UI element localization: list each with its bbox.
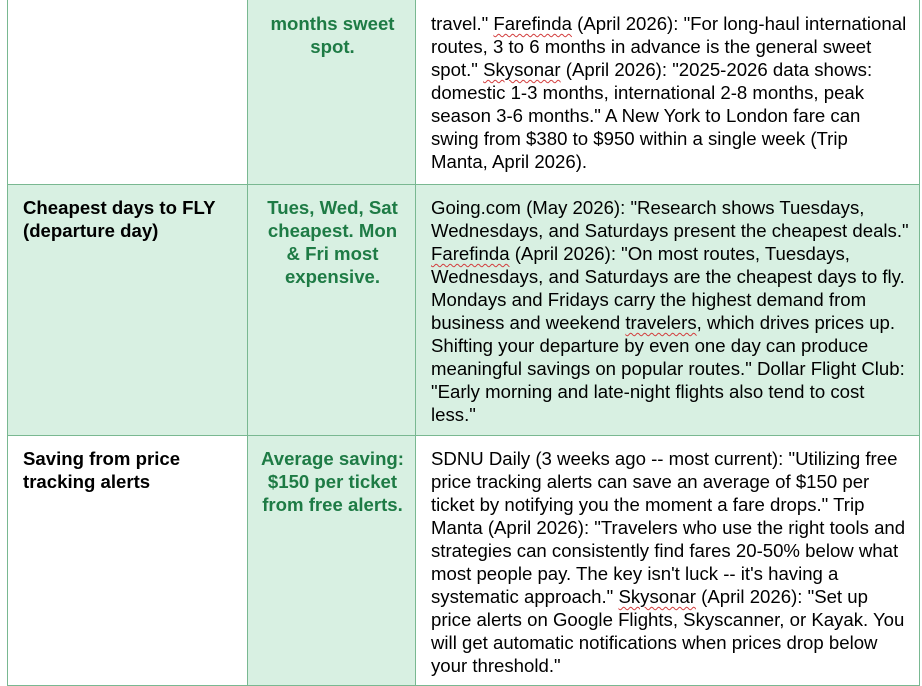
misspelled-word: Skysonar (483, 59, 561, 80)
row-label-cell (8, 0, 248, 185)
table-row (8, 0, 920, 185)
evidence-cell (416, 436, 920, 686)
evidence-text: Going.com (May 2026): "Research shows Tuesdays, Wednesdays, and Saturdays present the cheapest deals." (431, 197, 909, 241)
row-label-cell: Saving from price tracking alerts (8, 436, 248, 686)
evidence-text: (April 2026): "2025-2026 data shows: domestic 1-3 months, international 2-8 months, peak season 3-6 months." A New York to London fare can swing from $380 to $950 within a single week (Trip Manta, April 2026). (431, 59, 873, 172)
evidence-text: (April 2026): "On most routes, Tuesdays, Wednesdays, and Saturdays are the cheapest days to fly. Mondays and Fridays carry the highest demand from business and weekend (431, 243, 905, 333)
research-table (7, 0, 920, 686)
misspelled-word: travelers (625, 312, 697, 333)
misspelled-word: Farefinda (493, 13, 572, 34)
evidence-cell (416, 185, 920, 436)
evidence-text: (April 2026): "Set up price alerts on Google Flights, Skyscanner, or Kayak. You will get automatic notifications when prices drop below your threshold." (431, 586, 905, 676)
evidence-text: (April 2026): "For long-haul international routes, 3 to 6 months in advance is the general sweet spot." (431, 13, 907, 80)
evidence-text: travel." (431, 13, 494, 34)
misspelled-word: Skysonar (618, 586, 696, 607)
evidence-text: , which drives prices up. Shifting your departure by even one day can produce meaningful savings on popular routes." Dollar Flight Club: "Early morning and late-night flights also tend to cost less." (431, 312, 905, 425)
verdict-cell: Tues, Wed, Sat cheapest. Mon & Fri most expensive. (248, 185, 416, 436)
evidence-text: SDNU Daily (3 weeks ago -- most current): "Utilizing free price tracking alerts can save an average of $150 per ticket by notifying you the moment a fare drops." Trip Manta (April 2026): "Travelers who use the right tools and strategies can consistently find fares 20-50% below what most people pay. The key isn't luck -- it's having a systematic approach." (431, 448, 906, 607)
verdict-cell: months sweet spot. (248, 0, 416, 185)
evidence-cell (416, 0, 920, 185)
misspelled-word: Farefinda (431, 243, 510, 264)
verdict-cell: Average saving: $150 per ticket from free alerts. (248, 436, 416, 686)
table-row (8, 185, 920, 436)
row-label-cell: Cheapest days to FLY (departure day) (8, 185, 248, 436)
table-row (8, 436, 920, 686)
